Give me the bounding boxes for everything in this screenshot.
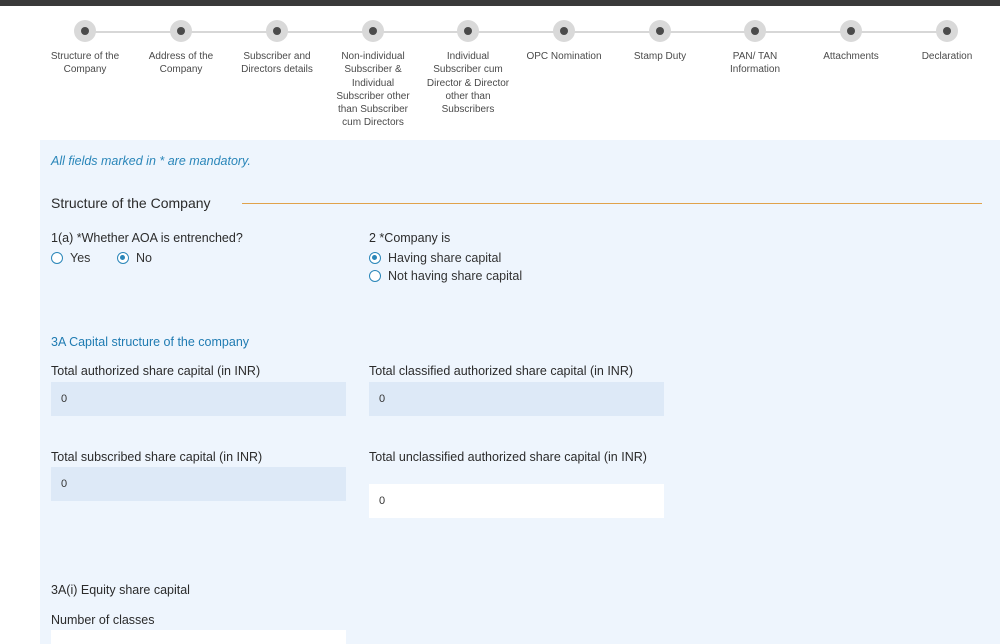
total-unclassified-input[interactable]: 0 [369, 484, 664, 518]
having-share-capital-radio[interactable] [369, 251, 501, 265]
step-opc-nomination[interactable] [516, 20, 612, 63]
step-label: Stamp Duty [633, 51, 687, 62]
step-label: Individual Subscriber cum Director & Director other than Subscribers [426, 51, 510, 116]
total-classified-input[interactable]: 0 [369, 382, 664, 416]
step-dot [457, 20, 479, 42]
step-dot [553, 20, 575, 42]
step-dot [840, 20, 862, 42]
step-individual-director[interactable] [420, 20, 516, 116]
step-dot [362, 20, 384, 42]
step-dot [649, 20, 671, 42]
radio-unchecked-icon [369, 270, 381, 282]
aoa-entrenched-label: 1(a) *Whether AOA is entrenched? [51, 231, 243, 245]
step-label: OPC Nomination [526, 51, 602, 62]
radio-label: Yes [70, 251, 91, 265]
number-of-classes-label: Number of classes [51, 613, 155, 627]
total-classified-label: Total classified authorized share capital (in INR) [369, 364, 634, 378]
radio-label: No [136, 251, 152, 265]
radio-label: Having share capital [388, 251, 502, 265]
step-dot [74, 20, 96, 42]
step-subscriber-directors[interactable] [229, 20, 325, 77]
step-label: Subscriber and Directors details [241, 51, 313, 76]
step-stamp-duty[interactable] [612, 20, 708, 63]
total-subscribed-input[interactable]: 0 [51, 467, 346, 501]
radio-checked-icon [117, 252, 129, 264]
step-label: Address of the Company [148, 51, 214, 76]
step-dot [744, 20, 766, 42]
total-subscribed-label: Total subscribed share capital (in INR) [51, 450, 263, 464]
step-label: Non-individual Subscriber & Individual Subscriber other than Subscriber cum Directors [336, 51, 410, 129]
step-address[interactable] [133, 20, 229, 77]
step-dot [936, 20, 958, 42]
company-is-label: 2 *Company is [369, 231, 451, 245]
step-declaration[interactable] [899, 20, 995, 63]
step-structure[interactable] [37, 20, 133, 77]
step-label: PAN/ TAN Information [729, 51, 781, 76]
step-non-individual[interactable] [325, 20, 421, 130]
total-authorized-label: Total authorized share capital (in INR) [51, 364, 261, 378]
not-having-share-capital-radio[interactable] [369, 269, 522, 283]
step-attachments[interactable] [803, 20, 899, 63]
step-dot [266, 20, 288, 42]
radio-unchecked-icon [51, 252, 63, 264]
total-authorized-input[interactable]: 0 [51, 382, 346, 416]
mandatory-note: All fields marked in * are mandatory. [51, 154, 251, 168]
progress-stepper [40, 6, 1000, 134]
step-dot [170, 20, 192, 42]
section-title: Structure of the Company [51, 195, 211, 211]
radio-checked-icon [369, 252, 381, 264]
number-of-classes-input[interactable] [51, 630, 346, 644]
form-panel [40, 140, 1000, 644]
radio-label: Not having share capital [388, 269, 523, 283]
step-pan-tan[interactable] [707, 20, 803, 77]
step-label: Structure of the Company [50, 51, 120, 76]
equity-share-capital-heading: 3A(i) Equity share capital [51, 583, 190, 597]
section-divider [242, 203, 982, 204]
step-label: Attachments [823, 51, 879, 62]
step-label: Declaration [921, 51, 973, 62]
aoa-yes-radio[interactable] [51, 251, 90, 265]
capital-structure-heading: 3A Capital structure of the company [51, 335, 250, 349]
total-unclassified-label: Total unclassified authorized share capital (in INR) [369, 450, 647, 464]
aoa-no-radio[interactable] [117, 251, 152, 265]
